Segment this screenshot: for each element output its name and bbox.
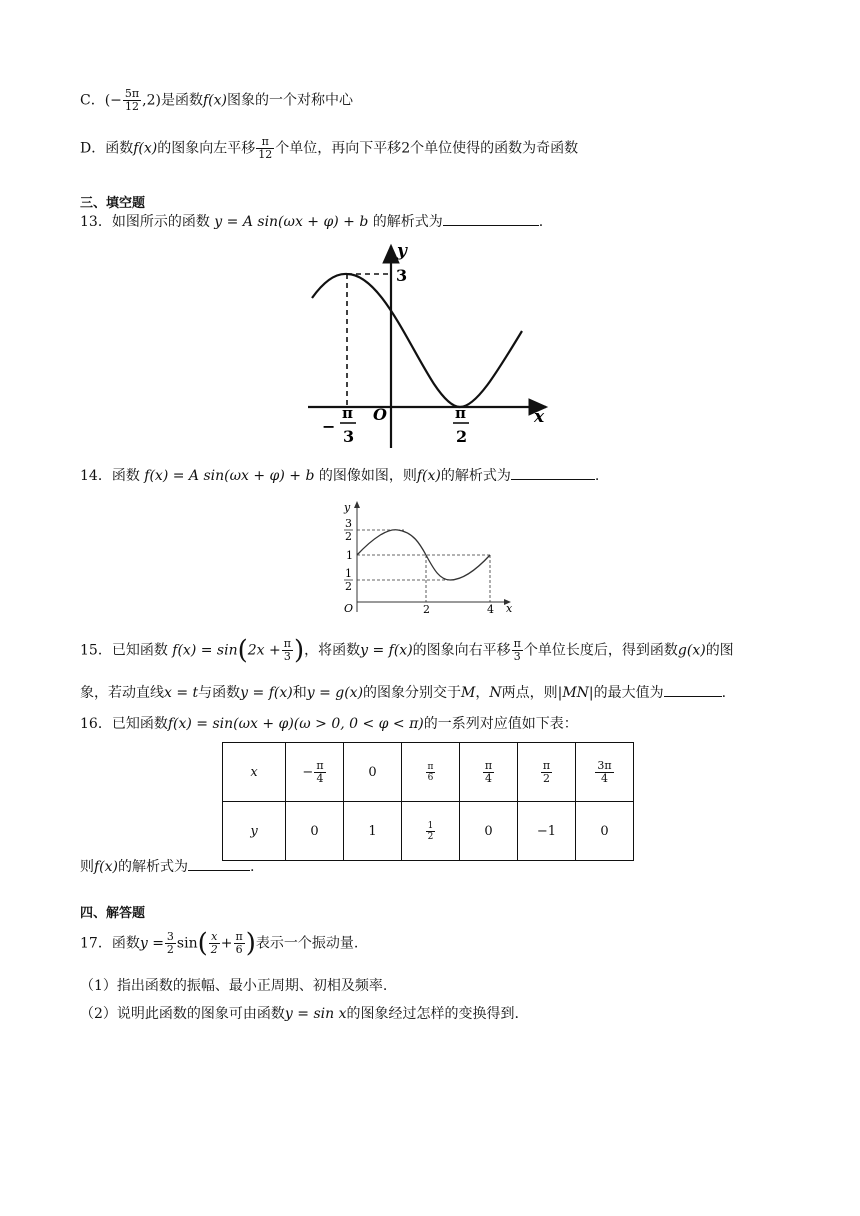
table-cell: −1 — [518, 802, 576, 861]
option-d-label: D．函数 — [80, 140, 134, 157]
left-tick-den: 3 — [343, 427, 355, 446]
option-c-label: C． — [80, 92, 105, 109]
table-cell: $\frac{\pi}{6}$ — [402, 743, 460, 802]
table-cell: 1 — [344, 802, 402, 861]
svg-text:2: 2 — [345, 580, 352, 593]
table-cell: 0 — [460, 802, 518, 861]
max-label: 3 — [396, 266, 408, 285]
values-table — [222, 742, 634, 861]
graph-14 — [338, 494, 528, 618]
question-14: 14．函数 f(x) = A sin(ωx + φ) + b 的图像如图，则f(x)的解析式为 . — [80, 465, 599, 486]
svg-text:1: 1 — [346, 549, 353, 562]
table-cell: 0 — [286, 802, 344, 861]
svg-text:1: 1 — [345, 567, 352, 580]
table-header-y: y — [223, 802, 286, 861]
fraction: $\frac{5\pi}{12}$ — [124, 87, 140, 113]
table-cell: $\frac{\pi}{4}$ — [460, 743, 518, 802]
question-16: 16．已知函数f(x) = sin(ωx + φ)(ω > 0, 0 < φ < π)的一系列对应值如下表： — [80, 716, 578, 732]
svg-text:3: 3 — [345, 517, 352, 530]
question-13: 13．如图所示的函数 y = A sin(ωx + φ) + b 的解析式为 . — [80, 211, 543, 232]
table-row-x — [223, 743, 634, 802]
answer-blank[interactable] — [443, 211, 539, 226]
option-c: C．(− $\frac{5\pi}{12}$ ,2)是函数f(x)图象的一个对称中心 — [80, 87, 353, 113]
fraction: $\frac{\pi}{12}$ — [258, 135, 273, 161]
table-cell: 0 — [576, 802, 634, 861]
table-cell: $\frac{1}{2}$ — [402, 802, 460, 861]
answer-blank[interactable] — [188, 856, 250, 871]
x-axis-label: x — [506, 602, 513, 615]
table-row-y — [223, 802, 634, 861]
question-15: 15．已知函数 f(x) = sin(2x + $\frac{\pi}{3}$ )，将函数y = f(x)的图象向右平移 $\frac{\pi}{3}$ 个单位长度后，得到函数g(x)的图 — [80, 635, 734, 666]
answer-blank[interactable] — [511, 465, 595, 480]
svg-text:4: 4 — [487, 603, 494, 616]
table-cell: $\frac{3\pi}{4}$ — [576, 743, 634, 802]
right-tick-den: 2 — [456, 427, 468, 446]
y-axis-label: y — [397, 241, 407, 261]
right-tick-num: π — [455, 404, 466, 422]
left-tick-num: π — [342, 404, 353, 422]
table-cell: 0 — [344, 743, 402, 802]
section-heading-3: 三、填空题 — [80, 196, 146, 211]
origin-label: O — [344, 602, 354, 615]
question-17-part-2: （2）说明此函数的图象可由函数y = sin x的图象经过怎样的变换得到. — [80, 1006, 519, 1022]
neg-sign: − — [322, 417, 336, 436]
table-cell: $\frac{\pi}{2}$ — [518, 743, 576, 802]
answer-blank[interactable] — [664, 682, 722, 697]
y-axis-label: y — [344, 501, 351, 514]
x-axis-label: x — [534, 407, 545, 427]
graph-13 — [300, 236, 560, 456]
sine-curve — [312, 274, 522, 407]
question-16-answer: 则f(x)的解析式为 . — [80, 856, 254, 877]
option-d: D．函数f(x)的图象向左平移 $\frac{\pi}{12}$ 个单位，再向下平移2个单位使得的函数为奇函数 — [80, 135, 579, 161]
svg-text:2: 2 — [345, 530, 352, 543]
question-17-part-1: （1）指出函数的振幅、最小正周期、初相及频率. — [80, 978, 388, 994]
section-heading-4: 四、解答题 — [80, 906, 146, 921]
table-cell: − $\frac{\pi}{4}$ — [286, 743, 344, 802]
table-header-x: x — [223, 743, 286, 802]
question-17: 17．函数y = $\frac{3}{2}$ sin( $\frac{x}{2}$ + $\frac{\pi}{6}$ )表示一个振动量. — [80, 928, 359, 959]
question-15-continued: 象，若动直线x = t与函数y = f(x)和y = g(x)的图象分别交于M，N两点，则|MN|的最大值为 . — [80, 682, 726, 703]
svg-text:2: 2 — [423, 603, 430, 616]
origin-label: O — [373, 405, 387, 424]
